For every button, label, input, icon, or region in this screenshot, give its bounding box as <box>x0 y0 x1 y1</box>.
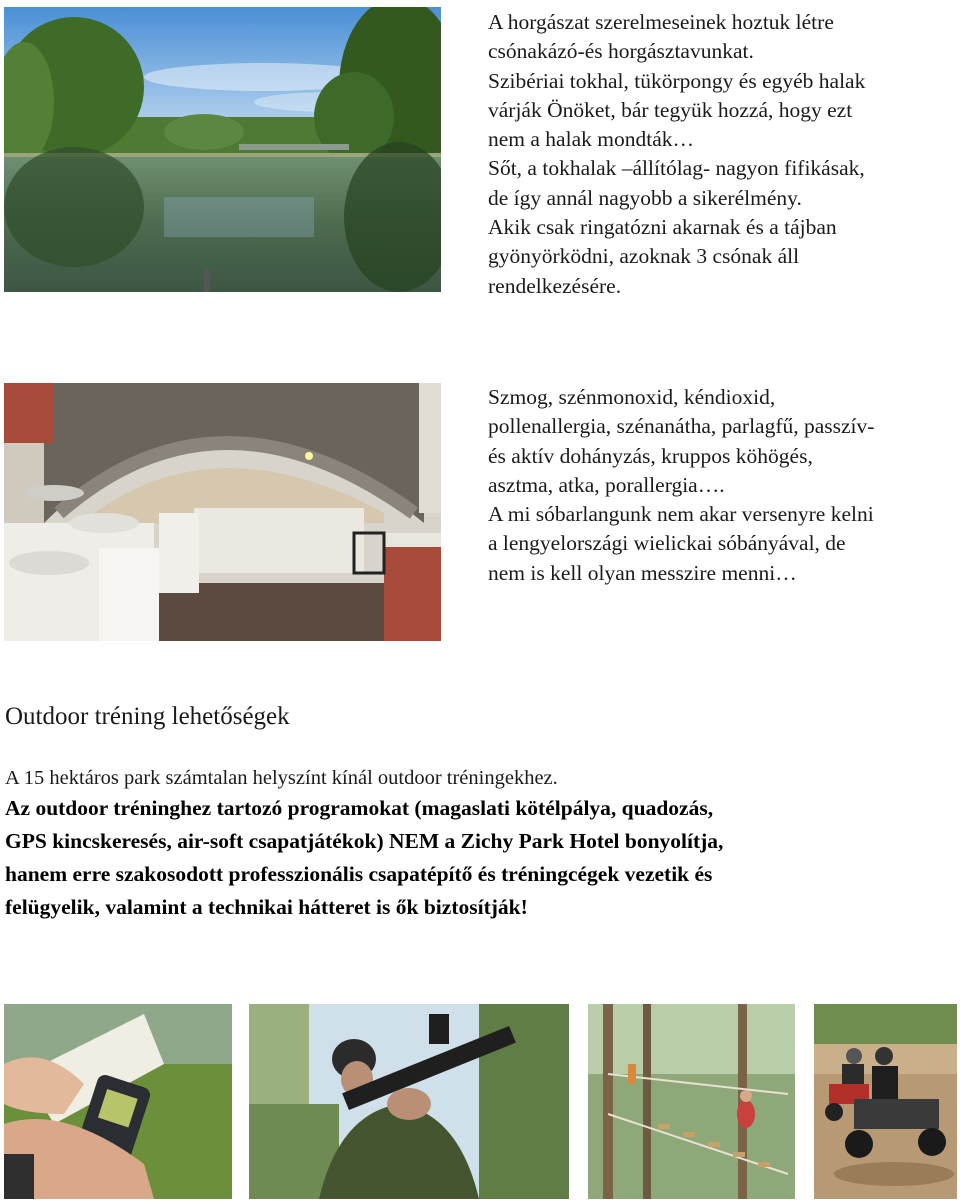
fishing-description: A horgászat szerelmeseinek hoztuk létre csónakázó-és horgásztavunkat. Szibériai tokhal, tükörpongy és egyéb halak várják Önöket, bár tegyük hozzá, hogy ezt nem a halak mondták… Sőt, a tokhalak –állítólag- nagyon fifikásak, de így annál nagyobb a sikerélmény. Akik csak ringatózni akarnak és a tájban gyönyörködni, azoknak 3 csónak áll rendelkezésére. <box>488 10 866 298</box>
rope-course-photo <box>588 1004 795 1199</box>
quad-bike-photo <box>814 1004 957 1199</box>
airsoft-photo <box>249 1004 569 1199</box>
outdoor-notice: Az outdoor tréninghez tartozó programokat (magaslati kötélpálya, quadozás, GPS kincskeresés, air-soft csapatjátékok) NEM a Zichy Park Hotel bonyolítja, hanem erre szakosodott professzionális csapatépítő és tréningcégek vezetik és felügyelik, valamint a technikai hátteret is ők biztosítják! <box>5 796 724 919</box>
gps-photo <box>4 1004 232 1199</box>
outdoor-intro: A 15 hektáros park számtalan helyszínt kínál outdoor tréningekhez. <box>5 767 558 789</box>
salt-cave-photo <box>4 383 441 641</box>
salt-cave-description: Szmog, szénmonoxid, kéndioxid, pollenallergia, szénanátha, parlagfű, passzív- és aktív dohányzás, kruppos köhögés, asztma, atka, porallergia…. A mi sóbarlangunk nem akar versenyre kelni a lengyelországi wielickai sóbányával, de nem is kell olyan messzire menni… <box>488 385 875 585</box>
outdoor-heading: Outdoor tréning lehetőségek <box>5 703 290 730</box>
lake-photo <box>4 7 441 292</box>
